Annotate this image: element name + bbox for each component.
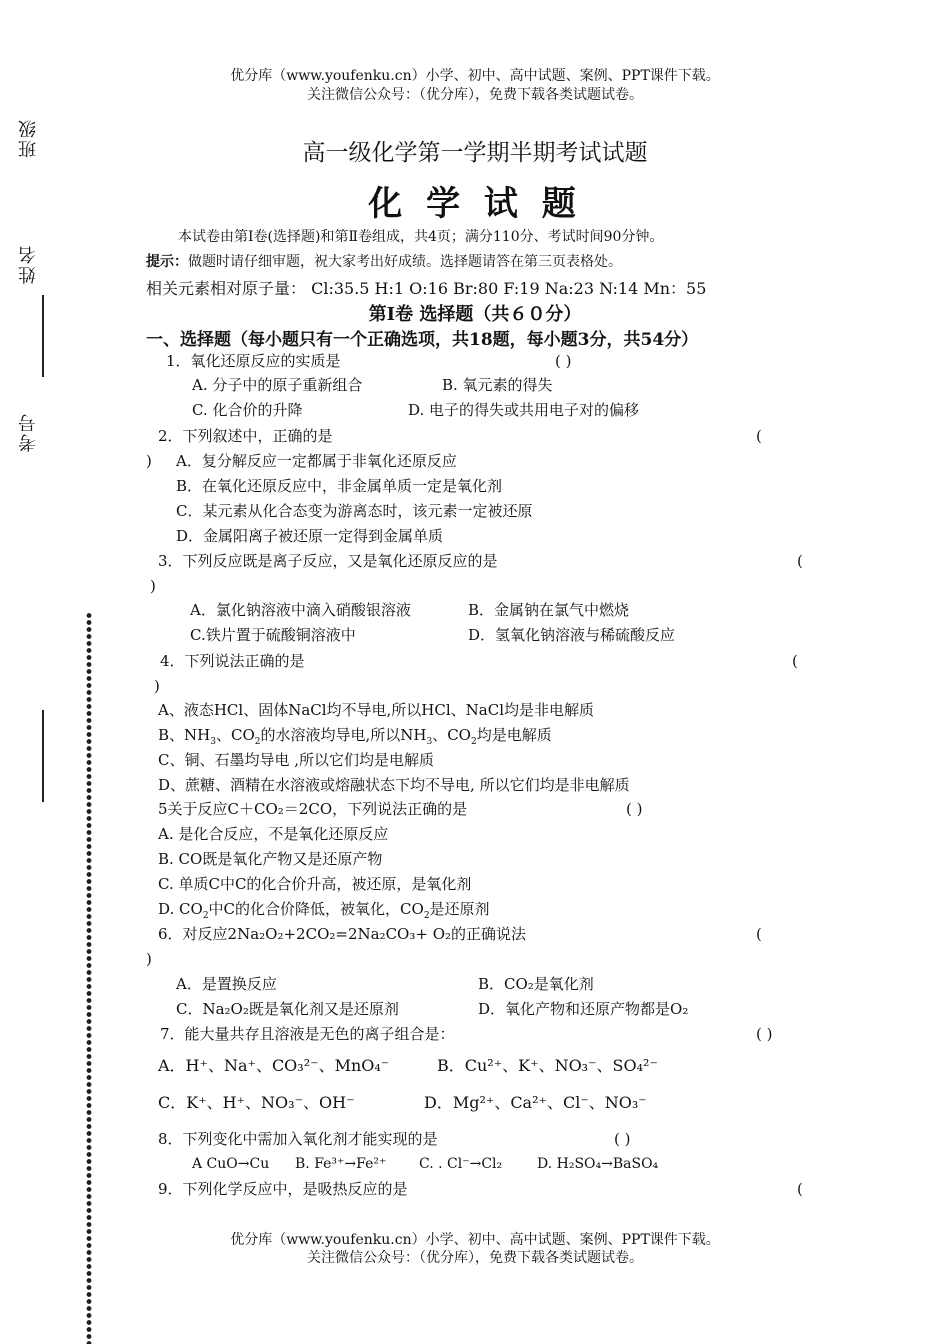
q3-option-b: B．金属钠在氯气中燃烧 bbox=[468, 601, 630, 619]
section-part: 一、选择题（每小题只有一个正确选项，共18题，每小题3分，共54分） bbox=[146, 330, 699, 350]
q6-option-d: D．氧化产物和还原产物都是O₂ bbox=[478, 1000, 689, 1018]
tip-line bbox=[146, 253, 622, 271]
side-line-2 bbox=[42, 710, 44, 802]
q2-option-a: A．复分解反应一定都属于非氧化还原反应 bbox=[176, 452, 457, 470]
q6-option-b: B．CO₂是氧化剂 bbox=[478, 975, 594, 993]
q8-answer-paren: ( ) bbox=[614, 1130, 631, 1148]
q7-option-b: B．Cu²⁺、K⁺、NO₃⁻、SO₄²⁻ bbox=[437, 1056, 658, 1075]
q8-option-a: A CuO→Cu bbox=[192, 1156, 270, 1172]
q4-option-a: A、液态HCl、固体NaCl均不导电,所以HCl、NaCl均是非电解质 bbox=[158, 701, 594, 719]
q9-paren-open: ( bbox=[797, 1180, 803, 1198]
q7-answer-paren: ( ) bbox=[756, 1025, 773, 1043]
q5-option-b: B. CO既是氧化产物又是还原产物 bbox=[158, 850, 383, 868]
q2-option-b: B．在氧化还原反应中，非金属单质一定是氧化剂 bbox=[176, 477, 503, 495]
q8-option-d: D. H₂SO₄→BaSO₄ bbox=[537, 1156, 659, 1172]
exam-title: 高一级化学第一学期半期考试试题 bbox=[302, 140, 648, 166]
q4-paren-close: ) bbox=[154, 677, 160, 695]
q4-option-c: C、铜、石墨均导电 ,所以它们均是电解质 bbox=[158, 751, 435, 769]
q8-option-b: B. Fe³⁺→Fe²⁺ bbox=[295, 1156, 387, 1172]
q3-option-a: A．氯化钠溶液中滴入硝酸银溶液 bbox=[190, 601, 411, 619]
q5-answer-paren: ( ) bbox=[626, 800, 643, 818]
intro-text: 本试卷由第Ⅰ卷(选择题)和第Ⅱ卷组成，共4页；满分110分、考试时间90分钟。 bbox=[178, 229, 664, 245]
q6-option-a: A．是置换反应 bbox=[176, 975, 277, 993]
q6-paren-close: ) bbox=[146, 950, 152, 968]
tip-text: 做题时请仔细审题，祝大家考出好成绩。选择题请答在第三页表格处。 bbox=[188, 254, 622, 270]
q5-stem: 5关于反应C＋CO₂＝2CO，下列说法正确的是 bbox=[158, 800, 468, 818]
side-label-number: 考号 bbox=[18, 412, 39, 452]
q2-stem: 2．下列叙述中，正确的是 bbox=[158, 427, 333, 445]
q1-option-c: C. 化合价的升降 bbox=[192, 401, 303, 419]
q3-paren-open: ( bbox=[797, 552, 803, 570]
q3-option-d: D．氢氧化钠溶液与稀硫酸反应 bbox=[468, 626, 676, 644]
q8-stem: 8．下列变化中需加入氧化剂才能实现的是 bbox=[158, 1130, 438, 1148]
q1-answer-paren: ( ) bbox=[555, 352, 572, 370]
q1-option-b: B. 氧元素的得失 bbox=[442, 376, 553, 394]
q1-option-a: A. 分子中的原子重新组合 bbox=[192, 376, 363, 394]
q3-option-c: C.铁片置于硫酸铜溶液中 bbox=[190, 626, 356, 644]
side-label-class: 班级 bbox=[18, 118, 39, 158]
tip-label: 提示： bbox=[146, 254, 188, 270]
q5-option-c: C. 单质C中C的化合价升高，被还原，是氧化剂 bbox=[158, 875, 472, 893]
q6-option-c: C．Na₂O₂既是氧化剂又是还原剂 bbox=[176, 1000, 399, 1018]
q9-stem: 9．下列化学反应中，是吸热反应的是 bbox=[158, 1180, 408, 1198]
q4-option-d: D、蔗糖、酒精在水溶液或熔融状态下均不导电, 所以它们均是非电解质 bbox=[158, 776, 630, 794]
side-label-name: 姓名 bbox=[18, 244, 39, 284]
q4-stem: 4．下列说法正确的是 bbox=[160, 652, 305, 670]
q8-option-c: C. . Cl⁻→Cl₂ bbox=[419, 1156, 503, 1172]
q7-option-c: C．K⁺、H⁺、NO₃⁻、OH⁻ bbox=[158, 1093, 355, 1112]
footer-line-1: 优分库（www.youfenku.cn）小学、初中、高中试题、案例、PPT课件下载。 bbox=[230, 1232, 720, 1248]
q7-stem: 7．能大量共存且溶液是无色的离子组合是： bbox=[160, 1025, 455, 1043]
q4-paren-open: ( bbox=[792, 652, 798, 670]
q2-option-d: D．金属阳离子被还原一定得到金属单质 bbox=[176, 527, 444, 545]
q5-option-a: A. 是化合反应，不是氧化还原反应 bbox=[158, 825, 389, 843]
q5-option-d: D. $CO_2$中C的化合价降低，被氧化，$CO_2$是还原剂 bbox=[158, 900, 490, 921]
atomic-masses: 相关元素相对原子量： Cl:35.5 H:1 O:16 Br:80 F:19 Na:23 N:14 Mn：55 bbox=[146, 279, 707, 298]
subject-title: 化 学 试 题 bbox=[368, 184, 582, 224]
q1-option-d: D. 电子的得失或共用电子对的偏移 bbox=[408, 401, 640, 419]
q2-option-c: C．某元素从化合态变为游离态时，该元素一定被还原 bbox=[176, 502, 533, 520]
q7-option-d: D．Mg²⁺、Ca²⁺、Cl⁻、NO₃⁻ bbox=[424, 1093, 647, 1112]
q4-option-b: B、$NH_3$、$CO_2$的水溶液均导电,所以$NH_3$、$CO_2$均是电解质 bbox=[158, 726, 552, 747]
q2-paren-close: ) bbox=[146, 452, 152, 470]
q7-option-a: A．H⁺、Na⁺、CO₃²⁻、MnO₄⁻ bbox=[158, 1056, 390, 1075]
q2-paren-open: ( bbox=[756, 427, 762, 445]
q6-stem: 6．对反应2Na₂O₂+2CO₂=2Na₂CO₃+ O₂的正确说法 bbox=[158, 925, 527, 943]
q1-stem: 1．氧化还原反应的实质是 bbox=[166, 352, 341, 370]
q6-paren-open: ( bbox=[756, 925, 762, 943]
q3-stem: 3．下列反应既是离子反应，又是氧化还原反应的是 bbox=[158, 552, 498, 570]
q3-paren-close: ) bbox=[150, 577, 156, 595]
section-title: 第Ⅰ卷 选择题（共６０分） bbox=[368, 304, 582, 325]
header-line-2: 关注微信公众号：（优分库），免费下载各类试题试卷。 bbox=[307, 87, 643, 103]
footer-line-2: 关注微信公众号：（优分库），免费下载各类试题试卷。 bbox=[307, 1250, 643, 1266]
header-line-1: 优分库（www.youfenku.cn）小学、初中、高中试题、案例、PPT课件下载。 bbox=[230, 68, 720, 84]
